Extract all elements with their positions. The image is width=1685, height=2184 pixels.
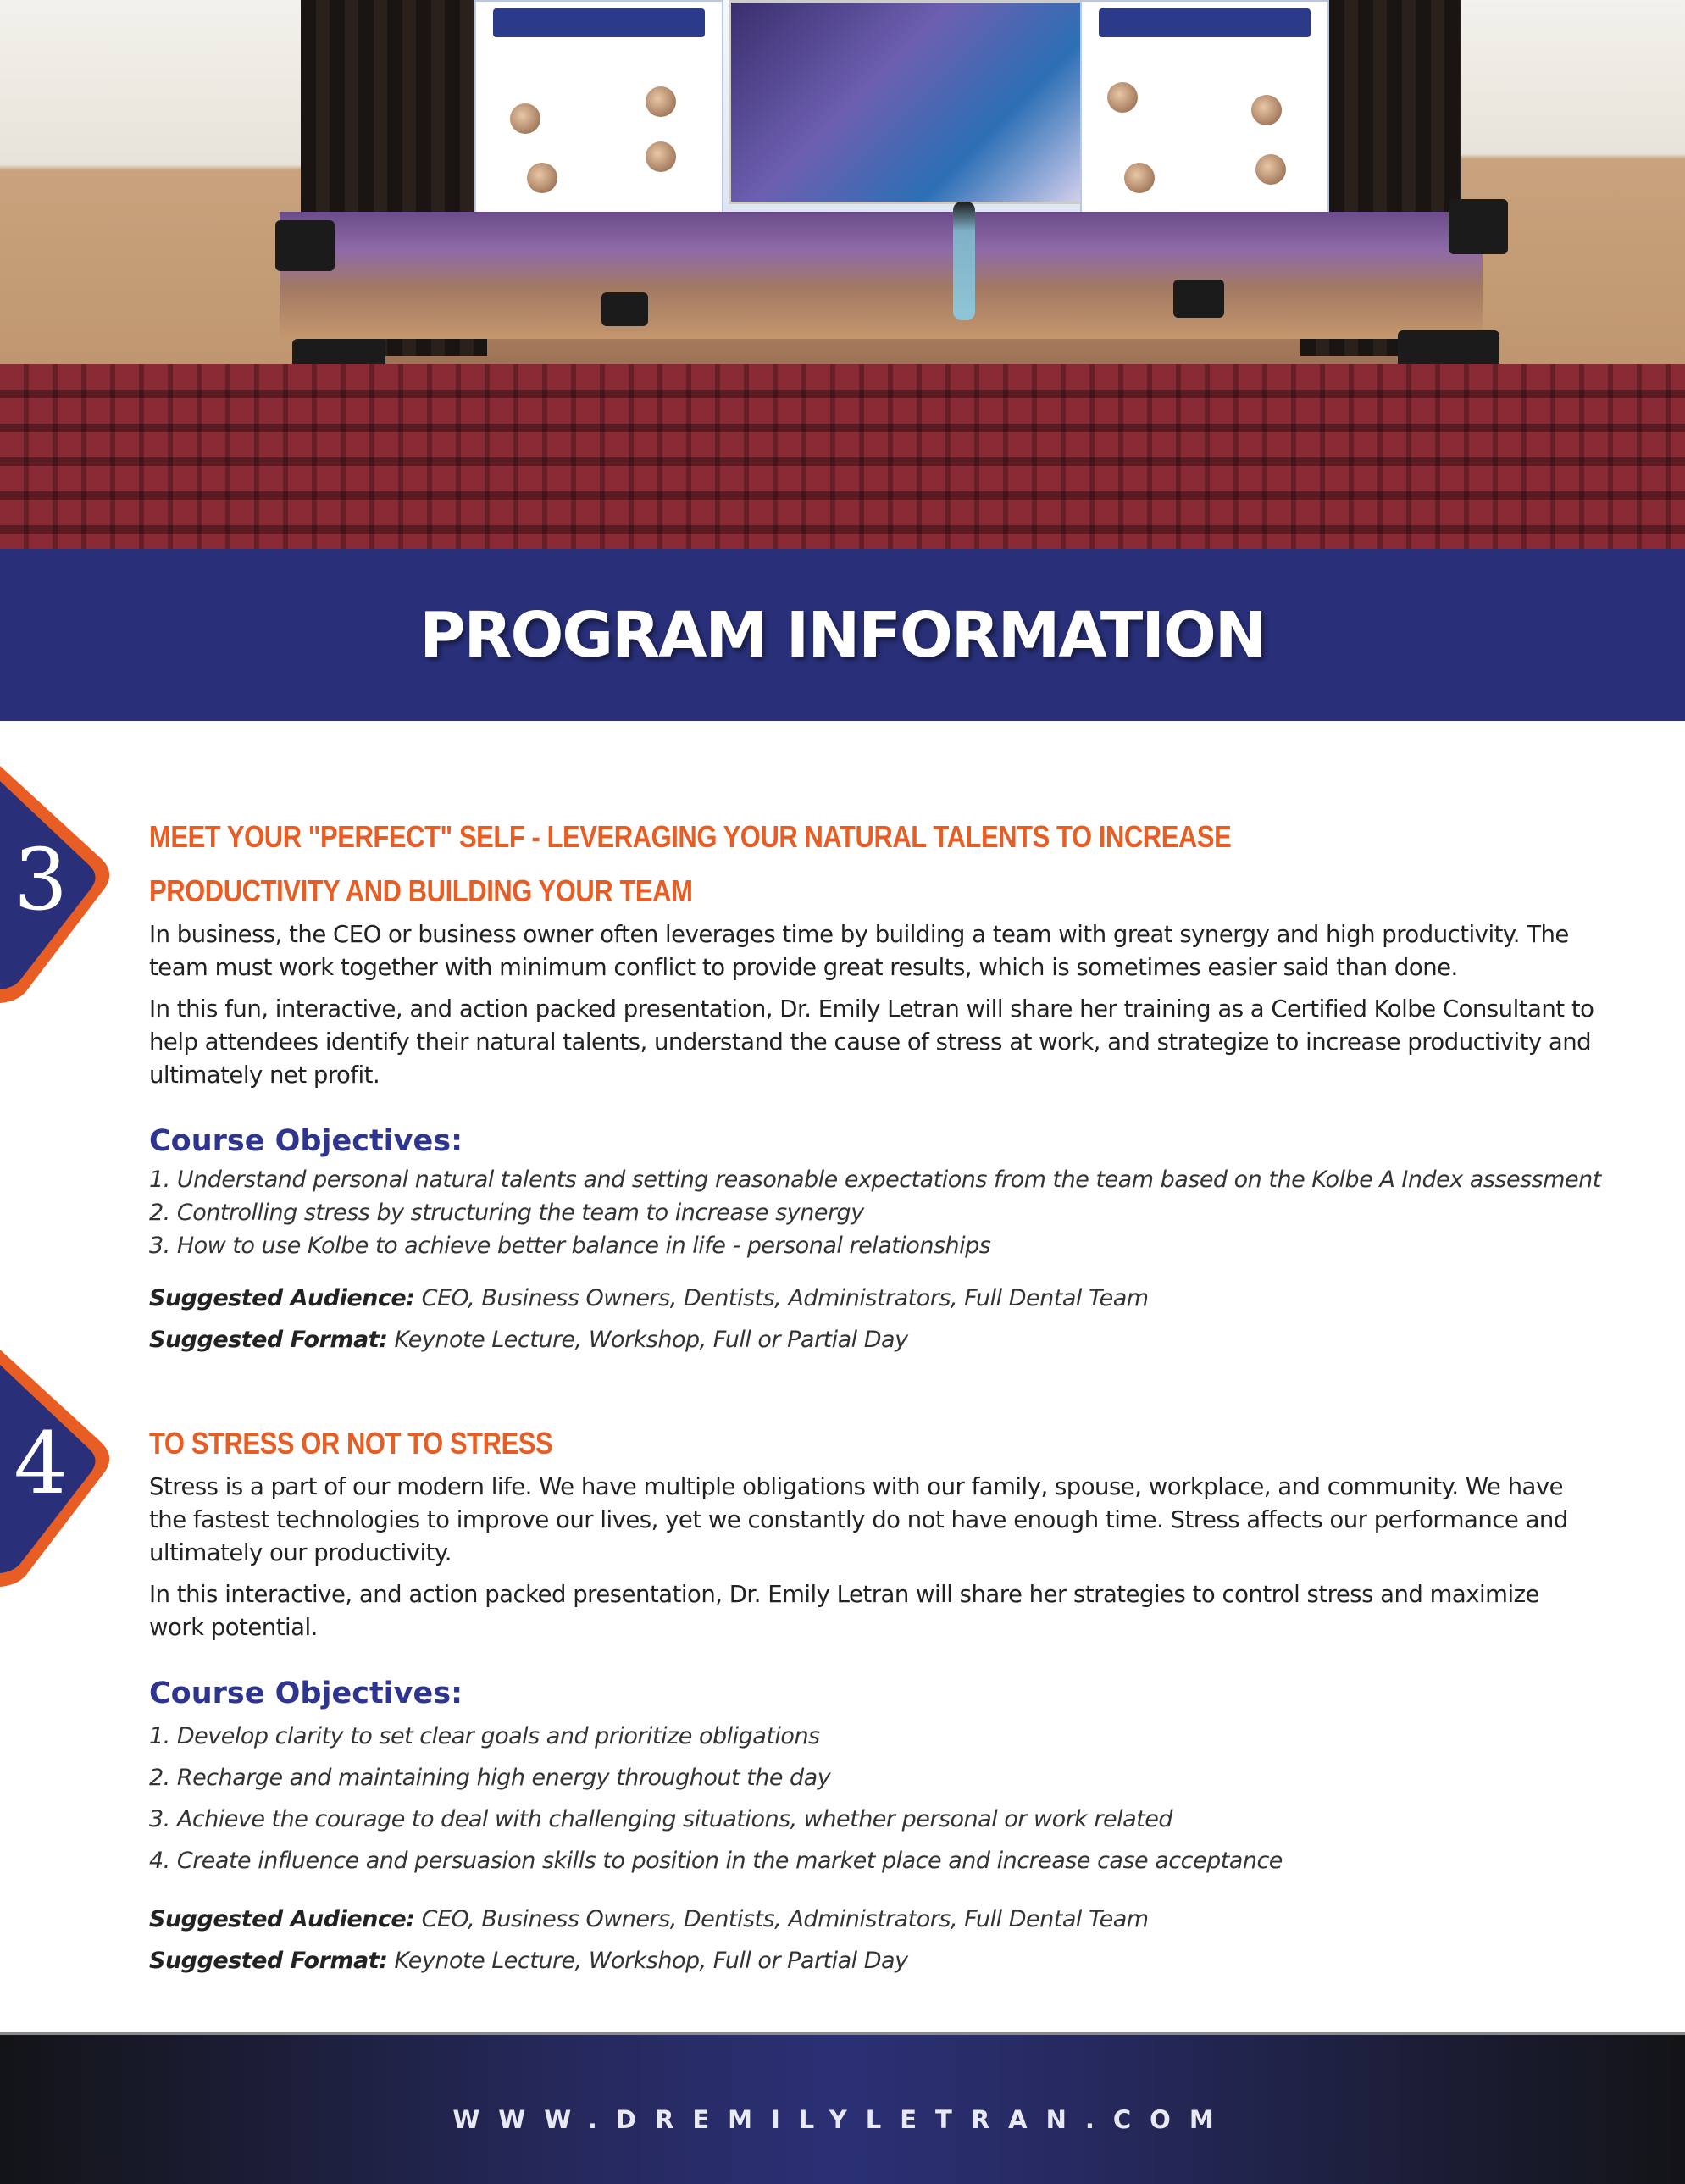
speaker-photo [1251,95,1282,125]
section-paragraph [149,918,1606,984]
objectives-list [149,1716,1606,1882]
objective-item: 1. Understand personal natural talents and setting reasonable expectations from the team based on the Kolbe A Index assessment [149,1167,1601,1193]
objective-item: 3. How to use Kolbe to achieve better balance in life - personal relationships [149,1233,991,1259]
objectives-heading: Course Objectives: [149,1124,463,1158]
section-title-line: PRODUCTIVITY AND BUILDING YOUR TEAM [149,873,693,908]
event-logo [493,8,705,37]
suggested-info [149,1899,1606,1982]
stage-monitor [601,292,648,326]
section-paragraph [149,1471,1606,1570]
stage-banner-right [1080,0,1329,215]
paragraph-line: team must work together with minimum conflict to provide great results, which is sometimes easier said than done. [149,954,1458,981]
paragraph-line: help attendees identify their natural talents, understand the cause of stress at work, and strategize to increase productivity and [149,1028,1592,1056]
section-title [149,1416,1402,1471]
hero-photo [0,0,1685,549]
format-value: Keynote Lecture, Workshop, Full or Partial Day [394,1327,908,1353]
audience-label: Suggested Audience: [149,1906,415,1932]
section-number-badge [0,759,127,1005]
speaker-photo [1124,163,1155,193]
section-title [149,810,1402,918]
speaker-photo [510,103,540,134]
website-link[interactable]: WWW.DREMILYLETRAN.COM [452,2105,1233,2134]
speaker-photo [1107,82,1138,113]
paragraph-line: work potential. [149,1614,318,1641]
objective-item: 3. Achieve the courage to deal with challenging situations, whether personal or work related [149,1806,1172,1832]
stage [280,212,1483,339]
format-label: Suggested Format: [149,1948,388,1974]
suggested-audience [149,1899,1606,1940]
event-logo [1099,8,1311,37]
section-number-badge [0,1343,127,1588]
audience-value: CEO, Business Owners, Dentists, Administrators, Full Dental Team [421,1906,1149,1932]
paragraph-line: In this fun, interactive, and action packed presentation, Dr. Emily Letran will share her training as a Certified Kolbe Consultant to [149,995,1594,1023]
paragraph-line: ultimately net profit. [149,1062,380,1089]
format-label: Suggested Format: [149,1327,388,1353]
speaker-photo [646,86,676,117]
title-band [0,549,1685,721]
audience-seating [0,364,1685,549]
paragraph-line: ultimately our productivity. [149,1539,452,1566]
section-program-3 [149,810,1606,1361]
section-number: 4 [14,1414,68,1513]
suggested-format [149,1940,1606,1982]
suggested-format [149,1319,1606,1361]
objective-item: 1. Develop clarity to set clear goals and prioritize obligations [149,1723,820,1749]
format-value: Keynote Lecture, Workshop, Full or Partial Day [394,1948,908,1974]
footer [0,2032,1685,2184]
paragraph-line: In business, the CEO or business owner often leverages time by building a team with great synergy and high productivity. The [149,921,1569,948]
speaker-photo [646,141,676,172]
page-title: PROGRAM INFORMATION [419,598,1266,672]
objective-item: 2. Controlling stress by structuring the team to increase synergy [149,1200,864,1226]
loudspeaker [275,220,335,271]
stage-banner-left [474,0,723,215]
section-title-line: MEET YOUR "PERFECT" SELF - LEVERAGING YOUR NATURAL TALENTS TO INCREASE [149,819,1232,854]
objectives-list [149,1163,1606,1262]
section-title-line: TO STRESS OR NOT TO STRESS [149,1426,553,1461]
paragraph-line: the fastest technologies to improve our lives, yet we constantly do not have enough time. Stress affects our performance and [149,1506,1568,1533]
audience-value: CEO, Business Owners, Dentists, Administrators, Full Dental Team [421,1285,1149,1311]
speaker-photo [527,163,557,193]
objectives-heading: Course Objectives: [149,1677,463,1710]
presenter [953,202,975,320]
section-paragraph [149,1578,1606,1644]
objective-item: 2. Recharge and maintaining high energy throughout the day [149,1765,831,1791]
section-program-4 [149,1416,1606,1982]
speaker-photo [1255,154,1286,185]
stage-monitor [1173,280,1224,318]
projection-screen [729,0,1089,204]
suggested-info [149,1278,1606,1361]
paragraph-line: In this interactive, and action packed presentation, Dr. Emily Letran will share her strategies to control stress and maximize [149,1581,1539,1608]
suggested-audience [149,1278,1606,1319]
section-number: 3 [14,830,68,929]
objective-item: 4. Create influence and persuasion skills to position in the market place and increase case acceptance [149,1848,1283,1874]
section-paragraph [149,993,1606,1092]
audience-label: Suggested Audience: [149,1285,415,1311]
loudspeaker [1449,199,1508,254]
paragraph-line: Stress is a part of our modern life. We have multiple obligations with our family, spouse, workplace, and community. We have [149,1473,1564,1500]
